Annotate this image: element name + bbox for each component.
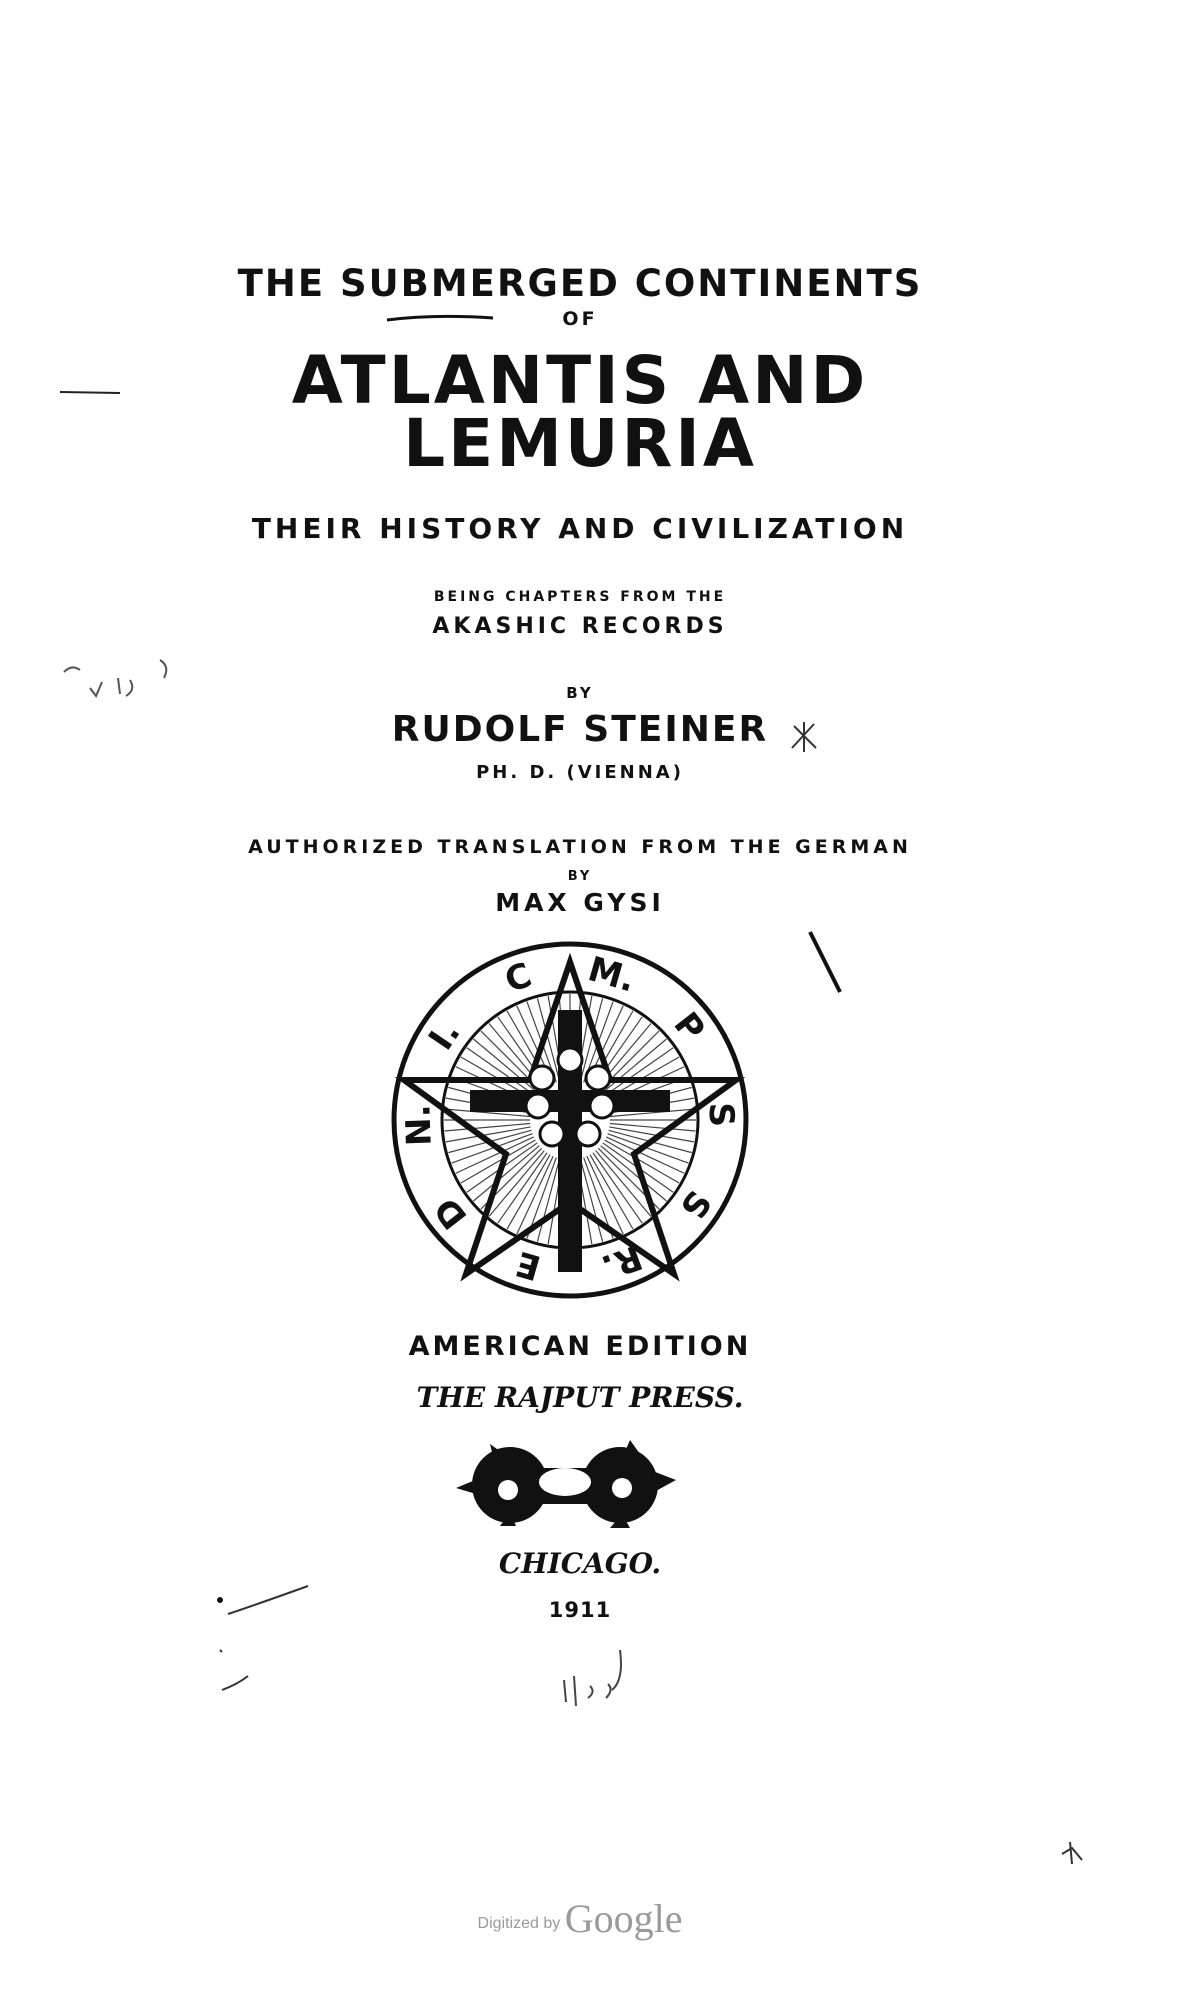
seal-letter: R.	[596, 1236, 648, 1288]
seal-letter: M.	[583, 949, 640, 1001]
translation-note: AUTHORIZED TRANSLATION FROM THE GERMAN	[248, 836, 912, 858]
subtitle: THEIR HISTORY AND CIVILIZATION	[251, 512, 909, 545]
seal-letter: E	[511, 1242, 546, 1288]
rosicrucian-seal-emblem	[390, 940, 750, 1300]
year: 1911	[548, 1598, 612, 1622]
seal-letter: P	[665, 1004, 713, 1050]
seal-letter: I.	[421, 1013, 469, 1058]
corner-mark	[1058, 1838, 1088, 1868]
digitized-by-text: Digitized by	[477, 1915, 561, 1932]
margin-scribbles-lower	[198, 1580, 318, 1700]
google-logo-text: Google	[564, 1896, 683, 1941]
being-chapters: BEING CHAPTERS FROM THE	[433, 589, 727, 605]
by-label: BY	[566, 684, 594, 702]
title-line-2: ATLANTIS AND	[291, 342, 869, 419]
handwritten-mark	[548, 1640, 648, 1720]
seal-letter: N.	[398, 1103, 440, 1147]
city: CHICAGO.	[498, 1547, 662, 1580]
author-name: RUDOLF STEINER	[391, 709, 769, 750]
star-mark	[786, 718, 822, 754]
margin-stroke	[806, 928, 846, 998]
seal-letter: S	[671, 1183, 719, 1226]
akashic-records: AKASHIC RECORDS	[432, 614, 728, 639]
digitized-by-google-watermark	[0, 1895, 1160, 1942]
author-degree: PH. D. (VIENNA)	[476, 762, 684, 783]
publisher-name: THE RAJPUT PRESS.	[416, 1381, 744, 1414]
title-line-3: LEMURIA	[403, 405, 757, 482]
edition-label: AMERICAN EDITION	[408, 1331, 752, 1362]
margin-dash	[58, 388, 122, 396]
seal-letter: S	[700, 1101, 742, 1128]
seal-letter: D	[426, 1189, 476, 1237]
translator-name: MAX GYSI	[495, 888, 665, 917]
title-line-1: THE SUBMERGED CONTINENTS	[237, 262, 923, 305]
seal-letter: C	[499, 955, 537, 1002]
by-translator-label: BY	[567, 869, 593, 884]
title-of: OF	[562, 308, 598, 330]
printer-ornament-emblem	[450, 1430, 680, 1540]
